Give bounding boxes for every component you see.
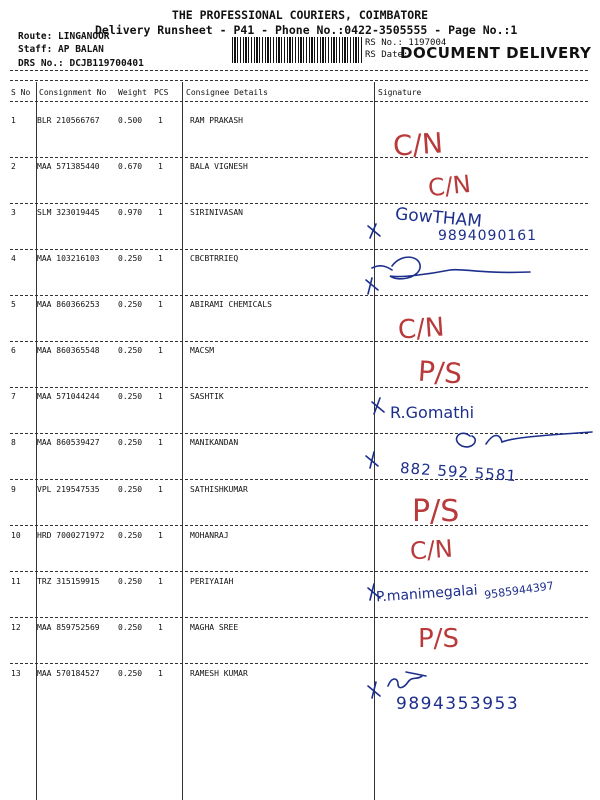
row-weight: 0.500 <box>118 116 143 125</box>
row-pcs: 1 <box>158 485 163 494</box>
row-weight: 0.250 <box>118 346 143 355</box>
row-sno: 10 <box>11 531 21 540</box>
check-mark <box>366 278 378 294</box>
signature-handwriting: 9894353953 <box>396 694 520 714</box>
check-mark <box>368 224 380 238</box>
row-pcs: 1 <box>158 577 163 586</box>
row-consignee: SASHTIK <box>190 392 224 401</box>
row-sno: 4 <box>11 254 16 263</box>
check-mark <box>368 584 380 600</box>
col-header-sno: S No <box>11 88 31 97</box>
scrawl-signature <box>457 432 592 447</box>
signature-handwriting: P/S <box>418 624 459 654</box>
row-weight: 0.250 <box>118 392 143 401</box>
row-weight: 0.250 <box>118 485 143 494</box>
row-pcs: 1 <box>158 392 163 401</box>
rs-number: RS No.: 1197004 <box>365 38 447 48</box>
row-pcs: 1 <box>158 208 163 217</box>
row-consignment: BLR 210566767 <box>37 116 100 125</box>
row-weight: 0.250 <box>118 577 143 586</box>
row-consignment: MAA 571044244 <box>37 392 100 401</box>
row-sno: 12 <box>11 623 21 632</box>
row-sno: 7 <box>11 392 16 401</box>
row-sno: 13 <box>11 669 21 678</box>
signature-handwriting: C/N <box>409 534 454 566</box>
signature-handwriting: 882 592 5581 <box>399 458 518 486</box>
row-consignee: RAM PRAKASH <box>190 116 243 125</box>
row-sno: 2 <box>11 162 16 171</box>
row-consignment: HRD 7000271972 <box>37 531 105 540</box>
row-weight: 0.250 <box>118 623 143 632</box>
row-consignment: MAA 859752569 <box>37 623 100 632</box>
row-pcs: 1 <box>158 300 163 309</box>
row-weight: 0.250 <box>118 300 143 309</box>
check-mark <box>372 398 384 414</box>
row-consignment: MAA 860366253 <box>37 300 100 309</box>
row-weight: 0.250 <box>118 531 143 540</box>
col-header-signature: Signature <box>378 88 422 97</box>
col-header-pcs: PCS <box>154 88 169 97</box>
signature-handwriting: C/N <box>391 126 445 163</box>
route-label: Route: LINGANOOR <box>18 31 110 42</box>
row-sno: 6 <box>11 346 16 355</box>
row-consignment: SLM 323019445 <box>37 208 100 217</box>
row-pcs: 1 <box>158 438 163 447</box>
signature-handwriting: P/S <box>416 354 464 391</box>
row-consignment: MAA 860365548 <box>37 346 100 355</box>
row-consignment: MAA 103216103 <box>37 254 100 263</box>
row-consignee: MOHANRAJ <box>190 531 229 540</box>
row-consignment: MAA 571385440 <box>37 162 100 171</box>
row-sno: 3 <box>11 208 16 217</box>
row-weight: 0.250 <box>118 254 143 263</box>
row-pcs: 1 <box>158 623 163 632</box>
row-consignment: MAA 570184527 <box>37 669 100 678</box>
check-mark <box>366 452 378 468</box>
check-mark <box>368 682 380 698</box>
row-pcs: 1 <box>158 254 163 263</box>
row-consignee: CBCBTRRIEQ <box>190 254 239 263</box>
row-consignee: MACSM <box>190 346 215 355</box>
row-consignment: MAA 860539427 <box>37 438 100 447</box>
row-consignment: TRZ 315159915 <box>37 577 100 586</box>
row-consignee: MAGHA SREE <box>190 623 239 632</box>
company-title: THE PROFESSIONAL COURIERS, COIMBATORE <box>171 8 429 22</box>
row-sno: 8 <box>11 438 16 447</box>
runsheet-subtitle: Delivery Runsheet - P41 - Phone No.:0422-3505555 - Page No.:1 <box>95 23 518 37</box>
row-sno: 9 <box>11 485 16 494</box>
scrawl-signature <box>372 257 530 279</box>
rs-date-label: RS Date: <box>365 50 409 60</box>
signature-handwriting: C/N <box>426 169 473 203</box>
scrawl-signature <box>388 672 426 688</box>
signature-handwriting: P.manimegalai <box>375 582 479 606</box>
row-weight: 0.250 <box>118 669 143 678</box>
col-header-consignee: Consignee Details <box>186 88 268 97</box>
staff-label: Staff: AP BALAN <box>18 44 104 55</box>
row-consignee: SIRINIVASAN <box>190 208 243 217</box>
drs-number: DRS No.: DCJB119700401 <box>18 58 144 69</box>
row-consignee: MANIKANDAN <box>190 438 239 447</box>
row-sno: 1 <box>11 116 16 125</box>
row-weight: 0.250 <box>118 438 143 447</box>
row-pcs: 1 <box>158 669 163 678</box>
row-consignee: ABIRAMI CHEMICALS <box>190 300 272 309</box>
row-sno: 11 <box>11 577 21 586</box>
row-pcs: 1 <box>158 116 163 125</box>
row-consignee: SATHISHKUMAR <box>190 485 248 494</box>
signature-handwriting: R.Gomathi <box>390 403 475 422</box>
signature-handwriting: P/S <box>412 494 460 529</box>
signature-handwriting: 9585944397 <box>483 579 555 602</box>
row-consignee: BALA VIGNESH <box>190 162 248 171</box>
row-consignment: VPL 219547535 <box>37 485 100 494</box>
col-header-consignment: Consignment No <box>39 88 107 97</box>
row-consignee: PERIYAIAH <box>190 577 234 586</box>
document-delivery-stamp: DOCUMENT DELIVERY <box>400 44 592 62</box>
row-pcs: 1 <box>158 531 163 540</box>
signature-handwriting: C/N <box>397 312 446 346</box>
row-sno: 5 <box>11 300 16 309</box>
row-weight: 0.970 <box>118 208 143 217</box>
row-pcs: 1 <box>158 346 163 355</box>
signature-handwriting: 9894090161 <box>438 228 538 244</box>
row-weight: 0.670 <box>118 162 143 171</box>
col-header-weight: Weight <box>118 88 147 97</box>
row-consignee: RAMESH KUMAR <box>190 669 248 678</box>
row-pcs: 1 <box>158 162 163 171</box>
signature-handwriting: GowTHAM <box>394 204 483 232</box>
